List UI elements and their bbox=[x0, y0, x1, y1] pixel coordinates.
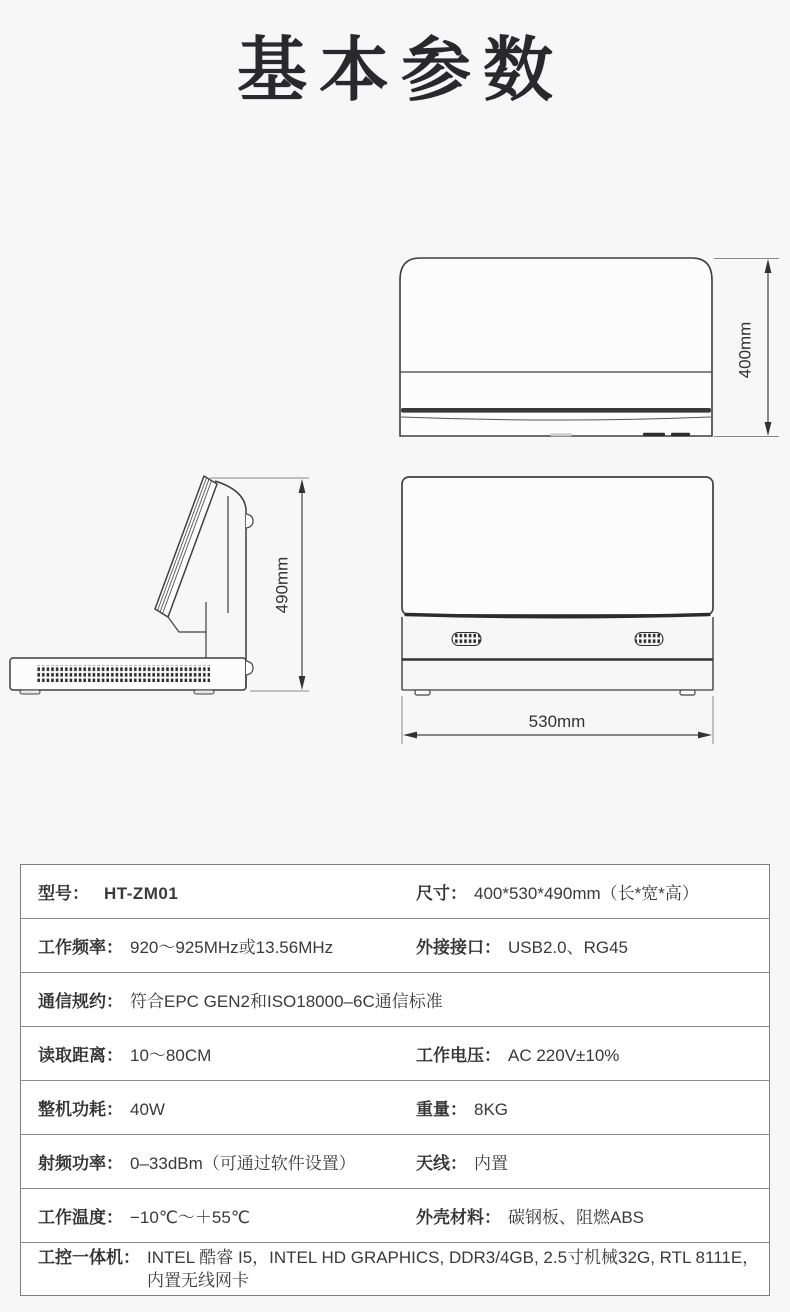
page-title: 基本参数 bbox=[237, 31, 565, 109]
spec-label: 天线： bbox=[416, 1154, 467, 1173]
spec-row bbox=[21, 1026, 769, 1080]
spec-label: 射频功率： bbox=[38, 1154, 123, 1173]
dim-label-530mm: 530mm bbox=[528, 712, 586, 731]
spec-cell bbox=[416, 1095, 508, 1120]
spec-value: 碳钢板、阻燃ABS bbox=[508, 1208, 645, 1227]
vent-grille bbox=[36, 665, 210, 682]
spec-value: 0–33dBm（可通过软件设置） bbox=[130, 1154, 356, 1173]
spec-cell bbox=[38, 1095, 416, 1120]
spec-cell bbox=[38, 1246, 761, 1292]
spec-value: 10～80CM bbox=[130, 1046, 212, 1065]
spec-value: 8KG bbox=[474, 1100, 509, 1119]
spec-label: 外壳材料： bbox=[416, 1208, 501, 1227]
speaker-grille-right bbox=[635, 633, 663, 646]
spec-value: USB2.0、RG45 bbox=[508, 938, 628, 957]
spec-value: 400*530*490mm（长*宽*高） bbox=[474, 884, 699, 903]
spec-row bbox=[21, 865, 769, 918]
speaker-grille-left bbox=[452, 633, 481, 646]
spec-label: 工作电压： bbox=[416, 1046, 501, 1065]
spec-cell bbox=[416, 1203, 644, 1228]
spec-label: 外接接口： bbox=[416, 938, 501, 957]
spec-cell bbox=[38, 987, 443, 1012]
spec-cell bbox=[38, 879, 416, 904]
screen-outline bbox=[402, 477, 713, 615]
spec-cell bbox=[416, 933, 628, 958]
spec-row bbox=[21, 1188, 769, 1242]
dimension-400 bbox=[714, 259, 779, 437]
spec-label: 尺寸： bbox=[416, 884, 467, 903]
dim-label-400mm: 400mm bbox=[735, 321, 755, 379]
spec-label: 工作频率： bbox=[38, 938, 123, 957]
spec-table bbox=[20, 864, 770, 1296]
spec-row bbox=[21, 1080, 769, 1134]
spec-label: 工作温度： bbox=[38, 1208, 123, 1227]
spec-label: 整机功耗： bbox=[38, 1100, 123, 1119]
spec-value: 920～925MHz或13.56MHz bbox=[130, 938, 334, 957]
spec-row bbox=[21, 918, 769, 972]
back-view-drawing bbox=[390, 250, 790, 450]
dim-label-490mm: 490mm bbox=[272, 556, 292, 614]
spec-cell bbox=[38, 933, 416, 958]
spec-cell bbox=[416, 1149, 508, 1174]
spec-value: AC 220V±10% bbox=[508, 1046, 620, 1065]
side-view-drawing bbox=[0, 465, 335, 710]
spec-row bbox=[21, 1134, 769, 1188]
dimension-530 bbox=[402, 696, 713, 744]
tilted-screen bbox=[155, 476, 217, 617]
dark-band bbox=[401, 408, 711, 413]
spec-cell bbox=[416, 879, 699, 904]
spec-cell bbox=[38, 1041, 416, 1066]
spec-row bbox=[21, 1242, 769, 1295]
spec-cell bbox=[416, 1041, 619, 1066]
spec-cell bbox=[38, 1149, 416, 1174]
spec-value: 内置 bbox=[474, 1154, 508, 1173]
spec-label: 重量： bbox=[416, 1100, 467, 1119]
spec-value: HT-ZM01 bbox=[104, 884, 179, 903]
front-view-drawing bbox=[390, 465, 790, 755]
spec-value: INTEL 酷睿 I5，INTEL HD GRAPHICS, DDR3/4GB, 2.5寸机械32G, RTL 8111E，内置无线网卡 bbox=[147, 1248, 760, 1290]
spec-label: 工控一体机： bbox=[38, 1248, 140, 1267]
spec-label: 通信规约： bbox=[38, 992, 123, 1011]
spec-label: 型号： bbox=[38, 884, 89, 903]
spec-row bbox=[21, 972, 769, 1026]
spec-value: −10℃～＋55℃ bbox=[130, 1208, 250, 1227]
spec-value: 符合EPC GEN2和ISO18000–6C通信标准 bbox=[130, 992, 443, 1011]
spec-cell bbox=[38, 1203, 416, 1228]
spec-label: 读取距离： bbox=[38, 1046, 123, 1065]
stand-column bbox=[215, 481, 246, 688]
spec-value: 40W bbox=[130, 1100, 165, 1119]
